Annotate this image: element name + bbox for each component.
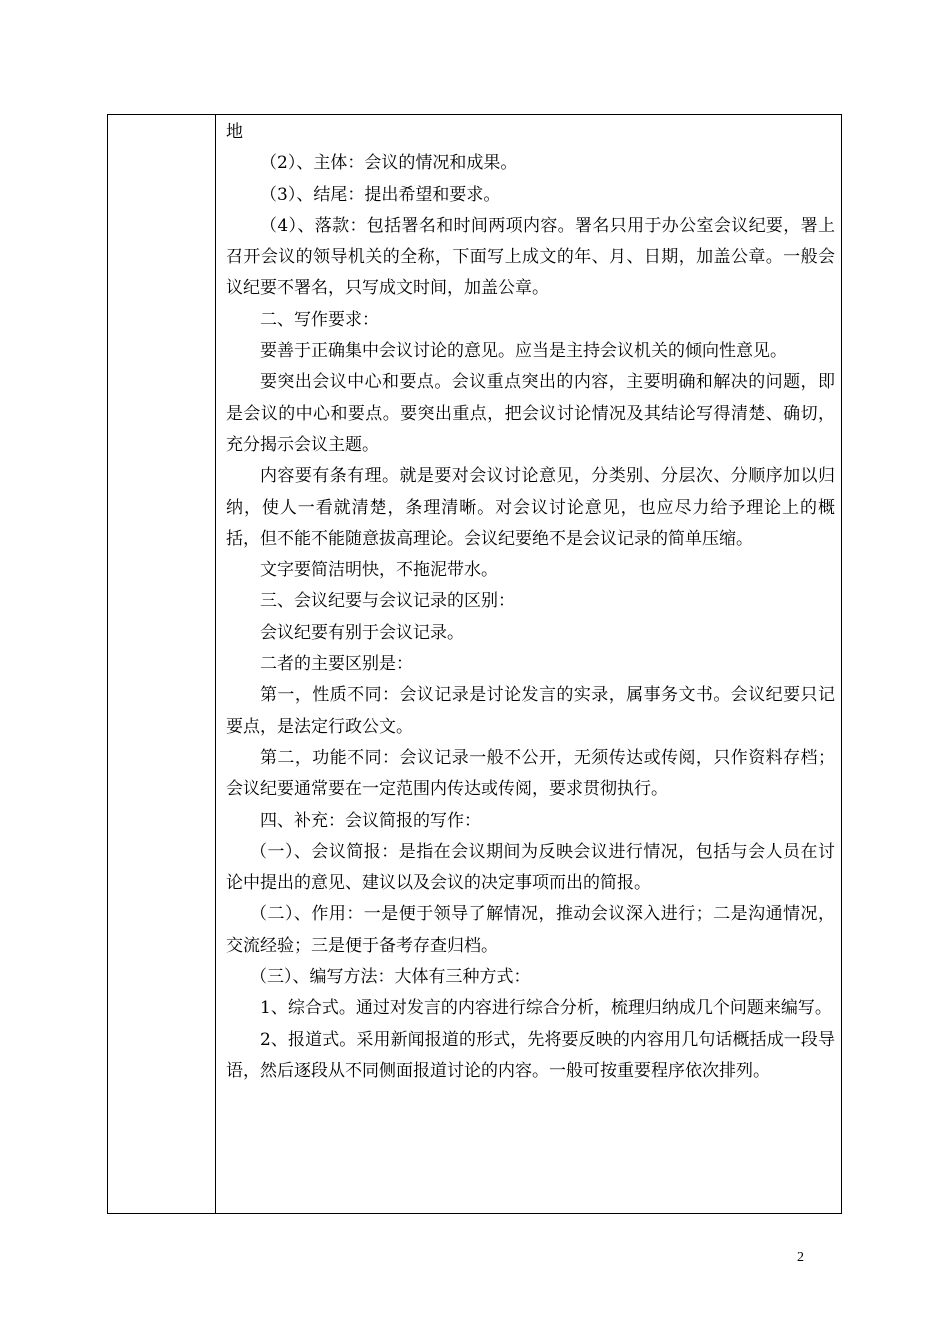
content-table <box>107 114 842 1214</box>
body-paragraph: （3）、结尾：提出希望和要求。 <box>260 184 501 205</box>
body-paragraph: 会议纪要有别于会议记录。 <box>260 622 464 643</box>
body-paragraph: （二）、作用：一是便于领导了解情况，推动会议深入进行；二是沟通情况，交流经验；三是便于备考存查归档。 <box>226 904 835 956</box>
table-left-cell <box>108 115 216 1213</box>
body-paragraph: 四、补充：会议简报的写作： <box>260 810 481 831</box>
body-paragraph: 二、写作要求： <box>260 309 379 330</box>
body-paragraph: （2）、主体：会议的情况和成果。 <box>260 153 518 174</box>
body-paragraph: 第一，性质不同：会议记录是讨论发言的实录，属事务文书。会议纪要只记要点，是法定行政公文。 <box>226 685 835 737</box>
body-paragraph: 2、报道式。采用新闻报道的形式，先将要反映的内容用几句话概括成一段导语，然后逐段从不同侧面报道讨论的内容。一般可按重要程序依次排列。 <box>226 1029 835 1081</box>
body-paragraph: 文字要简洁明快，不拖泥带水。 <box>260 560 498 581</box>
body-paragraph: 要善于正确集中会议讨论的意见。应当是主持会议机关的倾向性意见。 <box>260 341 787 362</box>
body-paragraph: （4）、落款：包括署名和时间两项内容。署名只用于办公室会议纪要，署上召开会议的领导机关的全称，下面写上成文的年、月、日期，加盖公章。一般会议纪要不署名，只写成文时间，加盖公章。 <box>226 215 835 299</box>
body-paragraph: 二者的主要区别是： <box>260 654 413 675</box>
body-paragraph: 三、会议纪要与会议记录的区别： <box>260 591 515 612</box>
body-paragraph: 地 <box>226 122 243 142</box>
body-paragraph: 1、综合式。通过对发言的内容进行综合分析，梳理归纳成几个问题来编写。 <box>260 998 832 1019</box>
table-content-cell <box>216 115 841 1213</box>
body-paragraph: 第二，功能不同：会议记录一般不公开，无须传达或传阅，只作资料存档；会议纪要通常要在一定范围内传达或传阅，要求贯彻执行。 <box>226 747 835 800</box>
body-paragraph: （一）、会议简报：是指在会议期间为反映会议进行情况，包括与会人员在讨论中提出的意见、建议以及会议的决定事项而出的简报。 <box>226 841 835 894</box>
body-paragraph: 内容要有条有理。就是要对会议讨论意见，分类别、分层次、分顺序加以归纳，使人一看就清楚，条理清晰。对会议讨论意见，也应尽力给予理论上的概括，但不能不能随意拔高理论。会议纪要绝不是会议记录的简单压缩。 <box>226 466 835 549</box>
body-paragraph: 要突出会议中心和要点。会议重点突出的内容，主要明确和解决的问题，即是会议的中心和要点。要突出重点，把会议讨论情况及其结论写得清楚、确切，充分揭示会议主题。 <box>226 372 835 455</box>
body-paragraph: （三）、编写方法：大体有三种方式： <box>250 967 531 988</box>
page-number: 2 <box>797 1250 804 1265</box>
